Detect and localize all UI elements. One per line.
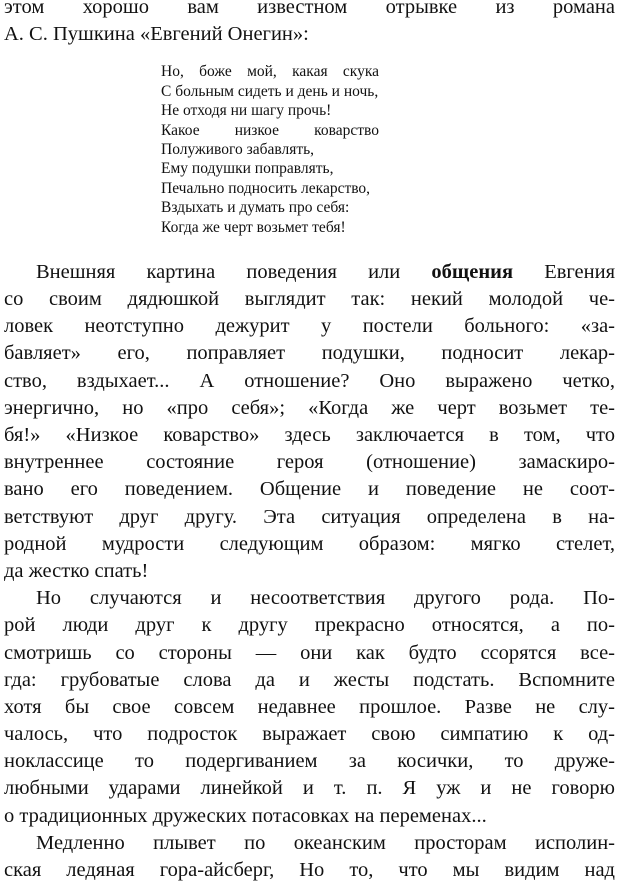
- text-segment: Евгения: [544, 260, 615, 283]
- text-line: А. С. Пушкина «Евгений Онегин»:: [4, 23, 309, 46]
- text-segment: Внешняя картина поведения или: [36, 260, 401, 283]
- text-line: [4, 259, 615, 286]
- text-line: да жестко спать!: [4, 559, 149, 582]
- text-line: Но случаются и несоответствия другого рода. По-: [36, 587, 615, 610]
- text-line: энергично, но «про себя»; «Когда же черт возьмет те-: [4, 396, 615, 419]
- text-line: смотришь со стороны — они как будто ссорятся все-: [4, 641, 615, 664]
- paragraph: [4, 830, 615, 884]
- text-line: внутреннее состояние героя (отношение) замаскиро-: [4, 451, 615, 474]
- text-line: этом хорошо вам известном отрывке из романа: [4, 0, 615, 18]
- text-line: Медленно плывет по океанским просторам исполин-: [36, 831, 615, 854]
- poem-line: Печально подносить лекарство,: [161, 179, 371, 197]
- poem-line: Но, боже мой, какая скука: [161, 63, 379, 81]
- text-line: хотя бы свое совсем недавнее прошлое. Разве не слу-: [4, 695, 615, 718]
- text-line: ство, вздыхает... А отношение? Оно выражено четко,: [4, 369, 615, 392]
- poem-line: Не отходя ни шагу прочь!: [161, 102, 332, 120]
- bold-term: общения: [431, 260, 514, 283]
- text-line: вано его поведением. Общение и поведение не соот-: [4, 478, 615, 501]
- intro-text: [4, 0, 615, 48]
- text-line: ветствуют друг другу. Эта ситуация определена в на-: [4, 505, 615, 528]
- text-line: бя!» «Низкое коварство» здесь заключается в том, что: [4, 424, 615, 447]
- poem-line: Какое низкое коварство: [161, 121, 379, 139]
- text-line: ская ледяная гора-айсберг, Но то, что мы видим над: [4, 859, 615, 882]
- text-line: гда: грубоватые слова да и жесты подстать. Вспомните: [4, 668, 615, 691]
- poem-line: Ему подушки поправлять,: [161, 160, 334, 178]
- text-line: родной мудрости следующим образом: мягко стелет,: [4, 532, 615, 555]
- paragraph: [4, 259, 615, 585]
- poem-quote: [161, 62, 615, 237]
- text-line: ловек неотступно дежурит у постели больного: «за-: [4, 315, 615, 338]
- poem-line: Вздыхать и думать про себя:: [161, 199, 350, 217]
- poem-line: Когда же черт возьмет тебя!: [161, 218, 346, 236]
- text-line: рой люди друг к другу прекрасно относятся, а по-: [4, 614, 615, 637]
- paragraph: [4, 585, 615, 830]
- poem-line: Полуживого забавлять,: [161, 140, 315, 158]
- text-line: чалось, что подросток выражает свою симпатию к од-: [4, 723, 615, 746]
- text-line: любными ударами линейкой и т. п. Я уж и не говорю: [4, 777, 615, 800]
- text-line: бавляет» его, поправляет подушки, подносит лекар-: [4, 342, 615, 365]
- book-page: [4, 0, 615, 884]
- text-line: со своим дядюшкой выглядит так: некий молодой че-: [4, 288, 615, 311]
- text-line: ноклассице то подергиванием за косички, то друже-: [4, 750, 615, 773]
- poem-line: С больным сидеть и день и ночь,: [161, 82, 379, 100]
- text-line: о традиционных дружеских потасовках на переменах...: [4, 804, 487, 827]
